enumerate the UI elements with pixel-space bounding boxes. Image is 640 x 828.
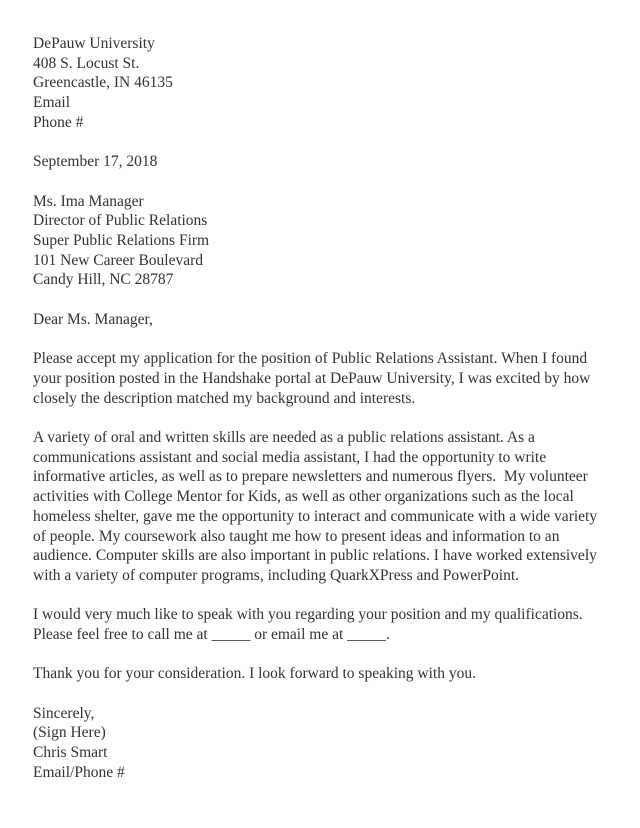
sender-line: Email [33,94,71,112]
salutation: Dear Ms. Manager, [33,310,153,328]
closing-line: Email/Phone # [33,763,125,781]
closing-line: Sincerely, [33,704,95,722]
sender-line: 408 S. Locust St. [33,54,140,72]
body-paragraph-thanks: Thank you for your consideration. I look forward to speaking with you. [33,665,476,683]
sender-line: DePauw University [33,35,155,52]
recipient-address-block [33,192,610,291]
recipient-line: Super Public Relations Firm [33,232,210,249]
letter-date: September 17, 2018 [33,153,158,171]
recipient-line: 101 New Career Boulevard [33,251,204,269]
recipient-line: Director of Public Relations [33,212,208,230]
body-paragraph-intro: Please accept my application for the position of Public Relations Assistant. When I found your position posted in the Handshake portal at DePauw University, I was excited by how closely the description matched my background and interests. [33,350,595,407]
sender-line: Greencastle, IN 46135 [33,74,173,92]
body-paragraph-skills: A variety of oral and written skills are needed as a public relations assistant. As a communications assistant and social media assistant, I had the opportunity to write informative articles, as well as to prepare newsletters and numerous flyers. My volunteer activities with College Mentor for Kids, as well as other organizations such as the local homeless shelter, gave me the opportunity to interact and communicate with a wide variety of people. My coursework also taught me how to present ideas and information to an audience. Computer skills are also important in public relations. I have worked extensively with a variety of computer programs, including QuarkXPress and PowerPoint. [33,428,601,584]
recipient-line: Ms. Ima Manager [33,192,144,210]
sender-address-block [33,34,610,133]
recipient-line: Candy Hill, NC 28787 [33,271,174,289]
body-paragraph-contact: I would very much like to speak with you regarding your position and my qualifications. Please feel free to call me at _____ or email me at _____. [33,606,587,643]
closing-block [33,704,610,783]
sender-line: Phone # [33,113,84,131]
closing-line: (Sign Here) [33,724,106,742]
closing-line: Chris Smart [33,744,108,762]
